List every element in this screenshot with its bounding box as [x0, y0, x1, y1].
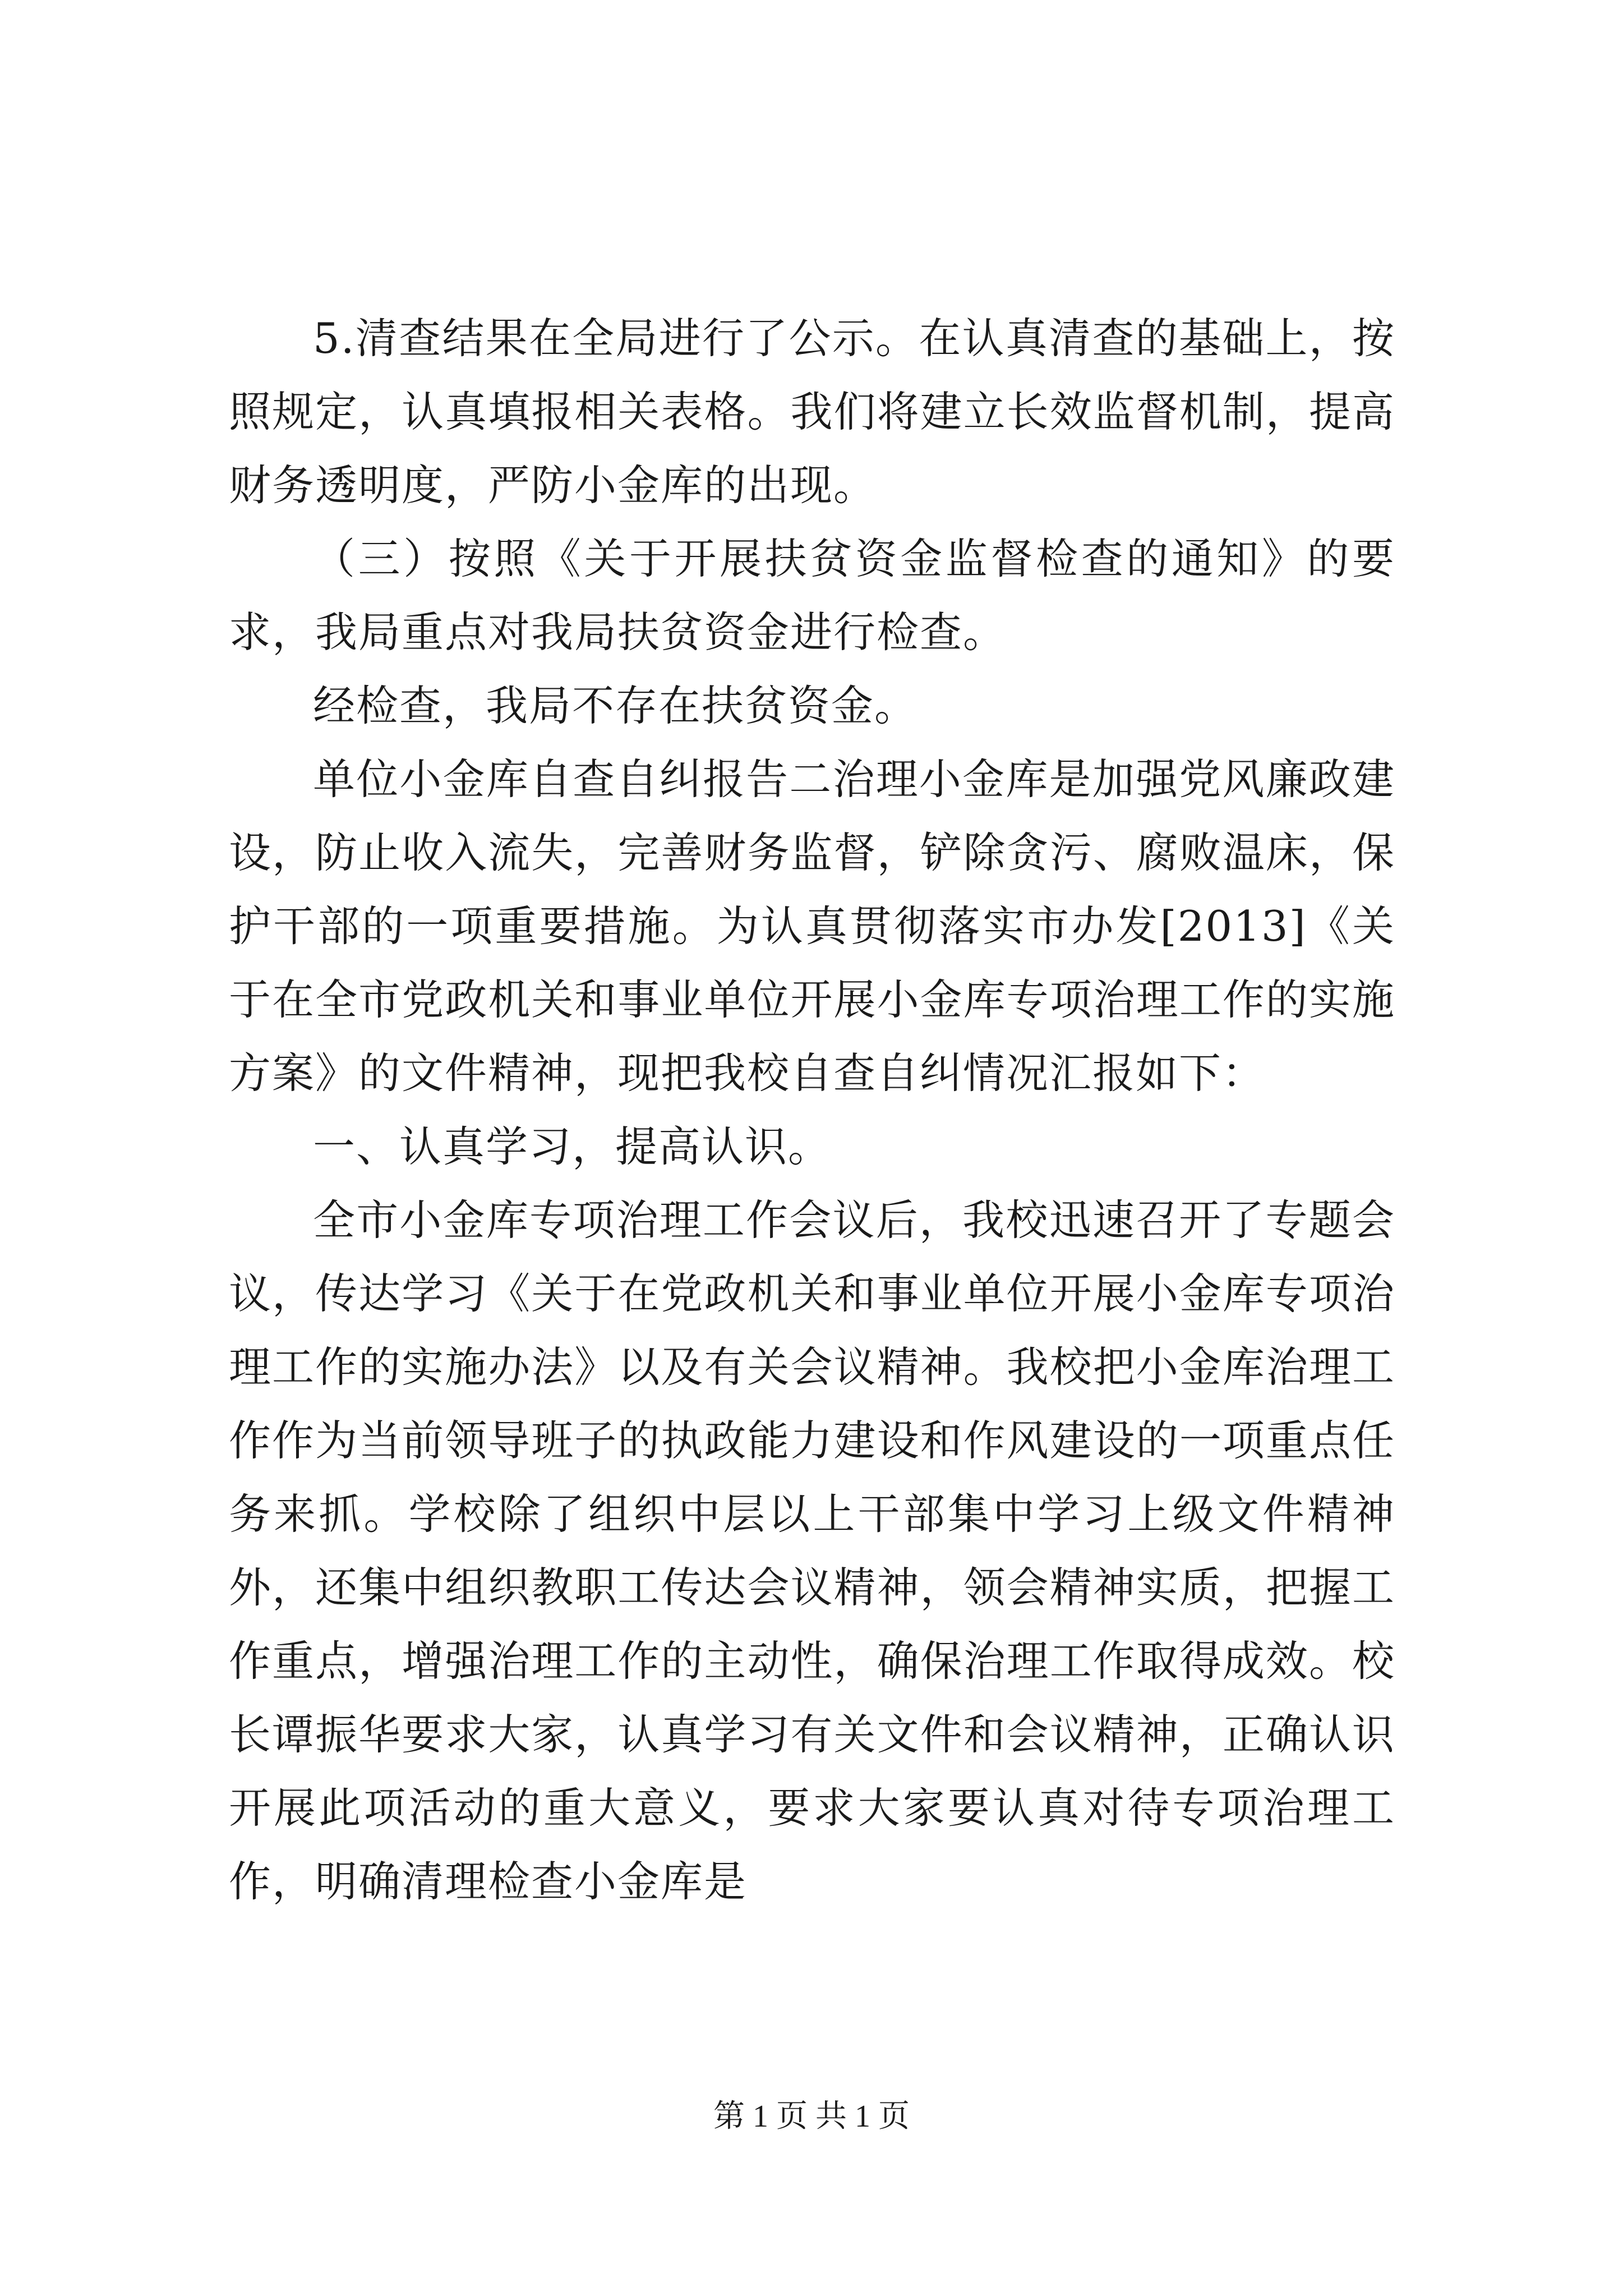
paragraph-4: 单位小金库自查自纠报告二治理小金库是加强党风廉政建设，防止收入流失，完善财务监督，铲除贪污、腐败温床，保护干部的一项重要措施。为认真贯彻落实市办发[2013]《关于在全市党政机关和事业单位开展小金库专项治理工作的实施方案》的文件精神，现把我校自查自纠情况汇报如下：	[229, 754, 1395, 1098]
paragraph-1: 5.清查结果在全局进行了公示。在认真清查的基础上，按照规定，认真填报相关表格。我们将建立长效监督机制，提高财务透明度，严防小金库的出现。	[229, 314, 1395, 510]
paragraph-2: （三）按照《关于开展扶贫资金监督检查的通知》的要求，我局重点对我局扶贫资金进行检查。	[229, 534, 1395, 657]
document-body	[229, 302, 1395, 1918]
paragraph-5: 一、认真学习，提高认识。	[313, 1122, 832, 1171]
paragraph-6: 全市小金库专项治理工作会议后，我校迅速召开了专题会议，传达学习《关于在党政机关和事业单位开展小金库专项治理工作的实施办法》以及有关会议精神。我校把小金库治理工作作为当前领导班子的执政能力建设和作风建设的一项重点任务来抓。学校除了组织中层以上干部集中学习上级文件精神外，还集中组织教职工传达会议精神，领会精神实质，把握工作重点，增强治理工作的主动性，确保治理工作取得成效。校长谭振华要求大家，认真学习有关文件和会议精神，正确认识开展此项活动的重大意义，要求大家要认真对待专项治理工作，明确清理检查小金库是	[229, 1195, 1395, 1906]
paragraph-3: 经检查，我局不存在扶贫资金。	[313, 681, 918, 730]
page-footer: 第 1 页 共 1 页	[713, 2099, 910, 2134]
